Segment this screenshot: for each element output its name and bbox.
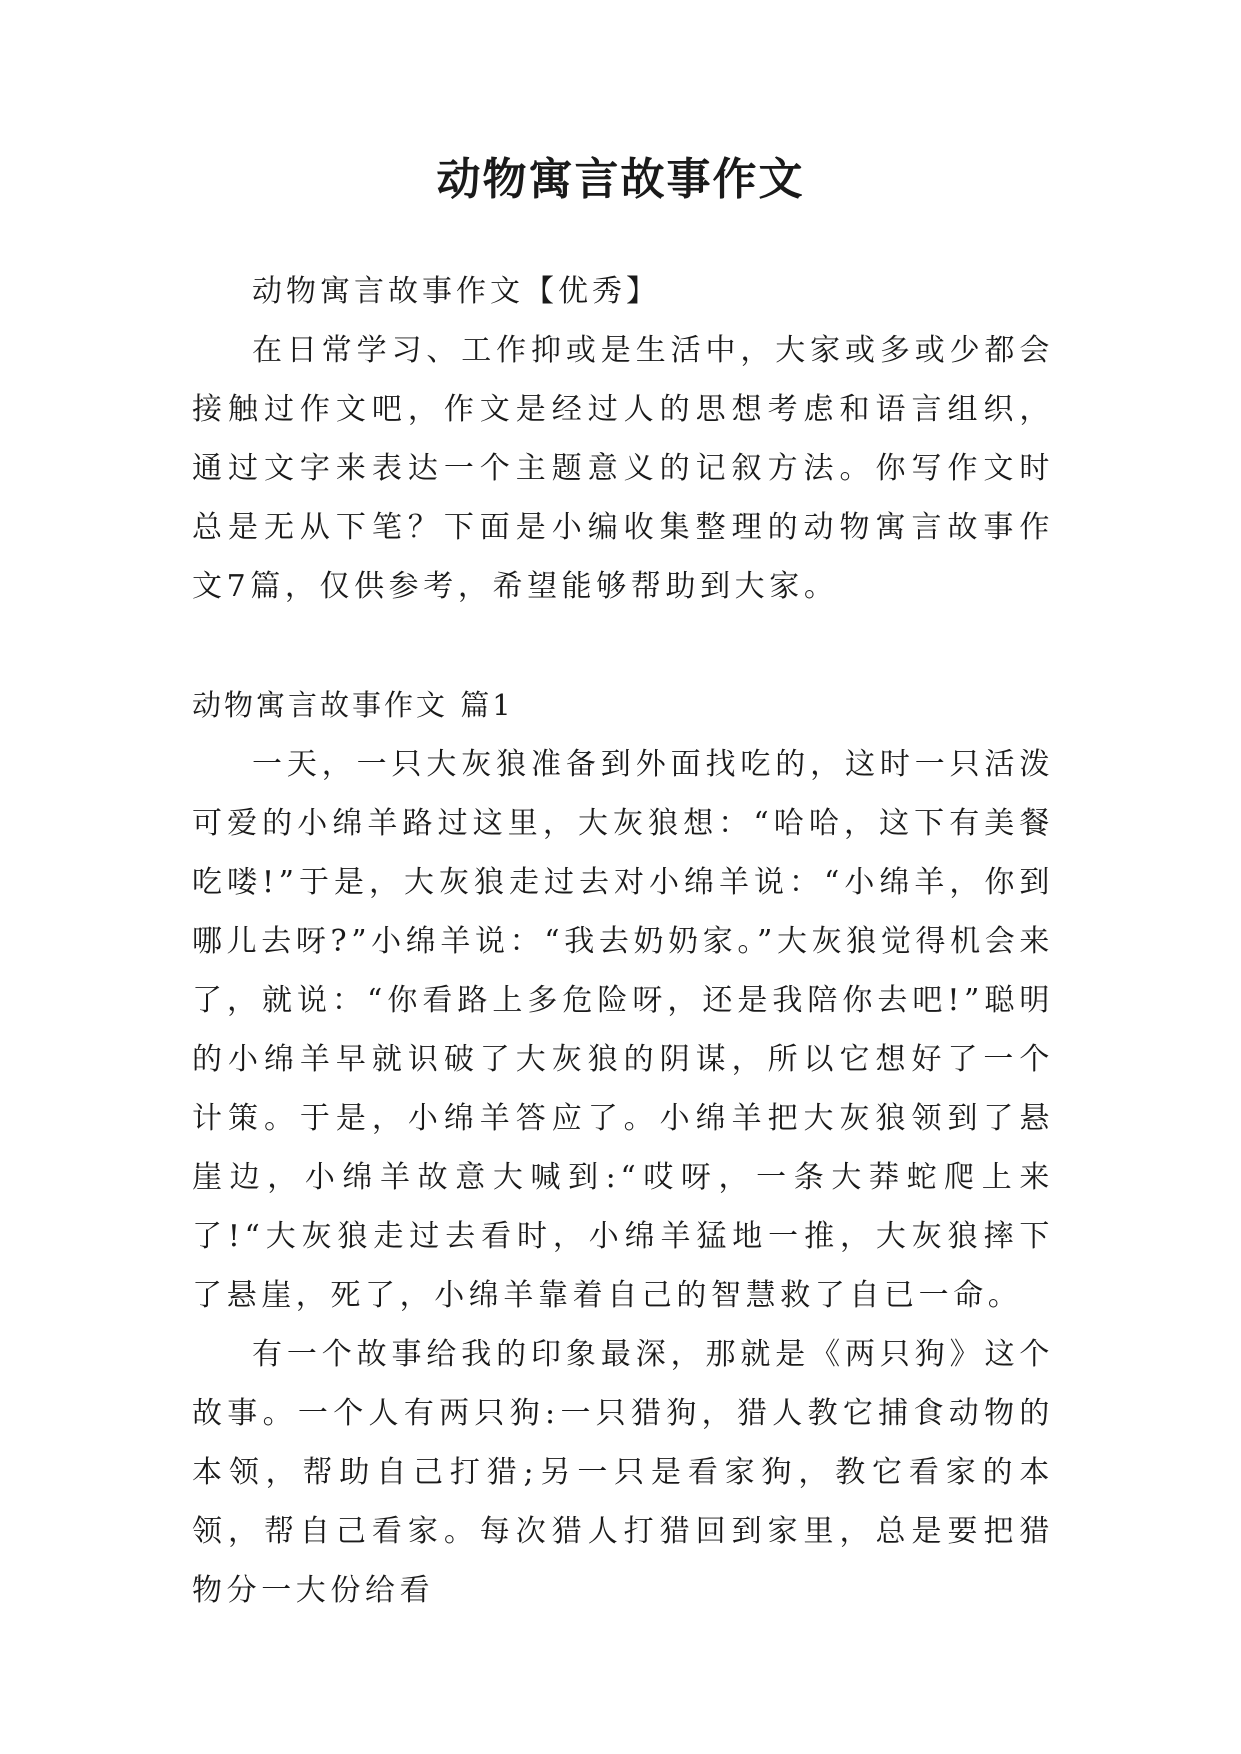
document-title: 动物寓言故事作文 [436,154,805,205]
intro-paragraph: 在日常学习、工作抑或是生活中，大家或多或少都会接触过作文吧，作文是经过人的思想考虑和语言组织，通过文字来表达一个主题意义的记叙方法。你写作文时总是无从下笔？下面是小编收集整理的动物寓言故事作文7篇，仅供参考，希望能够帮助到大家。 [192,333,1054,604]
document-body [192,262,1054,1620]
section-heading: 动物寓言故事作文 篇1 [192,688,514,722]
body-paragraph: 有一个故事给我的印象最深，那就是《两只狗》这个故事。一个人有两只狗:一只猎狗，猎人教它捕食动物的本领，帮助自己打猎;另一只是看家狗，教它看家的本领，帮自己看家。每次猎人打猎回到家里，总是要把猎物分一大份给看 [192,1337,1054,1608]
document-subtitle: 动物寓言故事作文【优秀】 [252,274,660,309]
body-paragraph: 一天，一只大灰狼准备到外面找吃的，这时一只活泼可爱的小绵羊路过这里，大灰狼想：“哈哈，这下有美餐吃喽!”于是，大灰狼走过去对小绵羊说：“小绵羊，你到哪儿去呀?”小绵羊说：“我去奶奶家。”大灰狼觉得机会来了，就说：“你看路上多危险呀，还是我陪你去吧!”聪明的小绵羊早就识破了大灰狼的阴谋，所以它想好了一个计策。于是，小绵羊答应了。小绵羊把大灰狼领到了悬崖边，小绵羊故意大喊到:“哎呀，一条大莽蛇爬上来了!“大灰狼走过去看时，小绵羊猛地一推，大灰狼摔下了悬崖，死了，小绵羊靠着自己的智慧救了自已一命。 [192,747,1054,1313]
